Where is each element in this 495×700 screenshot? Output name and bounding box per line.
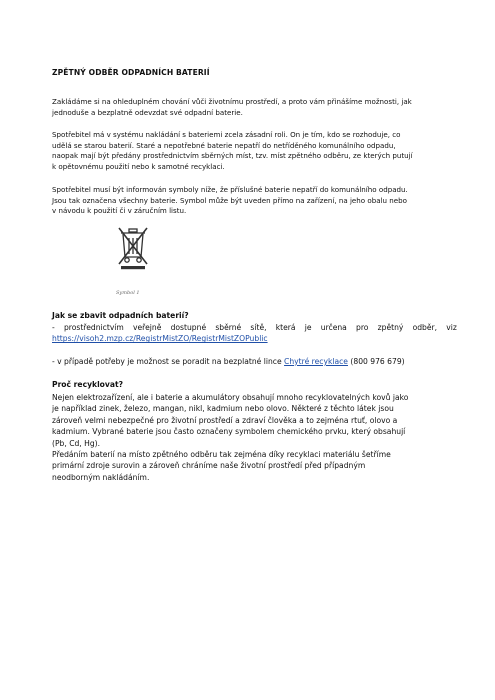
how-word: sítě, bbox=[250, 323, 267, 332]
how-word: dostupné bbox=[170, 323, 207, 332]
why-line: primární zdroje surovin a zároveň chráníme naše životní prostředí před případným bbox=[52, 461, 366, 471]
role-line: Spotřebitel má v systému nakládání s bateriemi zcela zásadní roli. On je tím, kdo se rozhoduje, co bbox=[52, 130, 401, 139]
symbols-line: Jsou tak označena všechny baterie. Symbol může být uveden přímo na zařízení, na jeho obalu nebo bbox=[52, 195, 407, 205]
registry-link[interactable]: https://visoh2.mzp.cz/RegistrMistZO/RegistrMistZOPublic bbox=[52, 334, 268, 344]
document-title: ZPĚTNÝ ODBĚR ODPADNÍCH BATERIÍ bbox=[52, 68, 210, 77]
how-word: odběr, bbox=[412, 323, 438, 332]
why-line: Nejen elektrozařízení, ale i baterie a akumulátory obsahují mnoho recyklovatelných kovů jako bbox=[52, 393, 409, 402]
role-line: udělá se starou baterií. Staré a nepotřebné baterie nepatří do netříděného komunálního odpadu, bbox=[52, 140, 396, 150]
why-line: kadmium. Vybrané baterie jsou často označeny symbolem chemického prvku, který obsahují bbox=[52, 427, 406, 437]
intro-paragraph bbox=[52, 97, 448, 118]
how-word: viz bbox=[446, 323, 457, 332]
how-word: která bbox=[275, 323, 296, 332]
hotline-phone: (800 976 679) bbox=[347, 357, 405, 366]
why-line: Předáním baterií na místo zpětného odběru tak zejména díky recyklaci materiálu šetříme bbox=[52, 450, 391, 460]
role-line: k opětovnému použití nebo k samotné recyklaci. bbox=[52, 161, 225, 171]
why-line: (Pb, Cd, Hg). bbox=[52, 438, 101, 448]
how-line bbox=[52, 322, 457, 333]
symbol-caption: Symbol 1 bbox=[116, 290, 140, 296]
how-heading: Jak se zbavit odpadních baterií? bbox=[52, 311, 189, 320]
role-line: naopak mají být předány prostřednictvím sběrných míst, tzv. míst zpětného odběru, ze kterých putují bbox=[52, 151, 413, 161]
how-word: - bbox=[52, 323, 55, 332]
intro-line: Zakládáme si na ohleduplném chování vůči životnímu prostředí, a proto vám přinášíme možnosti, jak bbox=[52, 97, 412, 106]
why-line: neodborným nakládáním. bbox=[52, 472, 150, 482]
how-word: určena bbox=[320, 323, 347, 332]
intro-line: jednoduše a bezplatně odevzdat své odpadní baterie. bbox=[52, 107, 243, 117]
hotline-paragraph bbox=[52, 356, 452, 367]
crossed-out-wheelie-bin-icon bbox=[116, 224, 150, 270]
how-word: veřejně bbox=[133, 323, 162, 332]
symbols-paragraph bbox=[52, 185, 448, 217]
why-paragraph bbox=[52, 392, 452, 483]
how-word: je bbox=[304, 323, 312, 332]
how-paragraph bbox=[52, 322, 457, 345]
how-word: pro bbox=[356, 323, 369, 332]
how-word: zpětný bbox=[377, 323, 404, 332]
how-word: prostřednictvím bbox=[63, 323, 124, 332]
symbols-line: Spotřebitel musí být informován symboly níže, že příslušné baterie nepatří do komunálního odpadu. bbox=[52, 185, 408, 194]
chytre-recyklace-link[interactable]: Chytré recyklace bbox=[284, 357, 348, 366]
how-word: sběrné bbox=[215, 323, 242, 332]
why-line: zároveň velmi nebezpečné pro životní prostředí a zdraví člověka a to zejména rtuť, olovo a bbox=[52, 415, 398, 425]
why-line: je například zinek, železo, mangan, nikl, kadmium nebo olovo. Některé z těchto látek jsou bbox=[52, 404, 394, 414]
symbols-line: v návodu k použití či v záručním listu. bbox=[52, 206, 187, 216]
role-paragraph bbox=[52, 130, 448, 172]
hotline-prefix: - v případě potřeby je možnost se poradit na bezplatné lince bbox=[52, 357, 285, 366]
why-heading: Proč recyklovat? bbox=[52, 380, 123, 389]
